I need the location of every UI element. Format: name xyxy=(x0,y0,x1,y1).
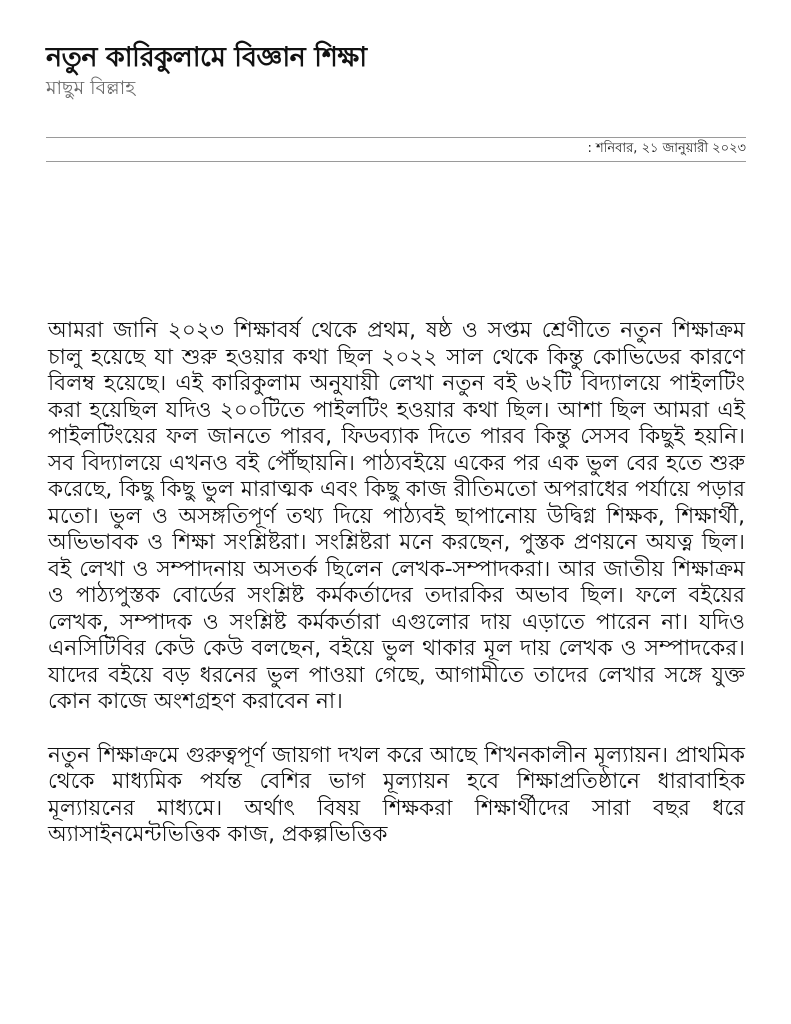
article-title: নতুন কারিকুলামে বিজ্ঞান শিক্ষা xyxy=(46,42,367,73)
article-body xyxy=(48,318,745,849)
header-divider-bottom xyxy=(46,161,746,162)
article-paragraph: আমরা জানি ২০২৩ শিক্ষাবর্ষ থেকে প্রথম, ষষ্ঠ ও সপ্তম শ্রেণীতে নতুন শিক্ষাক্রম চালু হয়েছে যা শুরু হওয়ার কথা ছিল ২০২২ সাল থেকে কিন্তু কোভিডের কারণে বিলম্ব হয়েছে। এই কারিকুলাম অনুযায়ী লেখা নতুন বই ৬২টি বিদ্যালয়ে পাইলটিং করা হয়েছিল যদিও ২০০টিতে পাইলটিং হওয়ার কথা ছিল। আশা ছিল আমরা এই পাইলটিংয়ের ফল জানতে পারব, ফিডব্যাক দিতে পারব কিন্তু সেসব কিছুই হয়নি। সব বিদ্যালয়ে এখনও বই পৌঁছায়নি। পাঠ্যবইয়ে একের পর এক ভুল বের হতে শুরু করেছে, কিছু কিছু ভুল মারাত্মক এবং কিছু কাজ রীতিমতো অপরাধের পর্যায়ে পড়ার মতো। ভুল ও অসঙ্গতিপূর্ণ তথ্য দিয়ে পাঠ্যবই ছাপানোয় উদ্বিগ্ন শিক্ষক, শিক্ষার্থী, অভিভাবক ও শিক্ষা সংশ্লিষ্টরা। সংশ্লিষ্টরা মনে করছেন, পুস্তক প্রণয়নে অযত্ন ছিল। বই লেখা ও সম্পাদনায় অসতর্ক ছিলেন লেখক-সম্পাদকরা। আর জাতীয় শিক্ষাক্রম ও পাঠ্যপুস্তক বোর্ডের সংশ্লিষ্ট কর্মকর্তাদের তদারকির অভাব ছিল। ফলে বইয়ের লেখক, সম্পাদক ও সংশ্লিষ্ট কর্মকর্তারা এগুলোর দায় এড়াতে পারেন না। যদিও এনসিটিবির কেউ কেউ বলছেন, বইয়ে ভুল থাকার মূল দায় লেখক ও সম্পাদকের। যাদের বইয়ে বড় ধরনের ভুল পাওয়া গেছে, আগামীতে তাদের লেখার সঙ্গে যুক্ত কোন কাজে অংশগ্রহণ করাবেন না। xyxy=(48,318,745,714)
article-header xyxy=(46,40,746,100)
article-author: মাছুম বিল্লাহ xyxy=(46,77,136,99)
header-divider-top xyxy=(46,137,746,138)
article-dateline: : শনিবার, ২১ জানুয়ারী ২০২৩ xyxy=(587,141,746,156)
article-paragraph: নতুন শিক্ষাক্রমে গুরুত্বপূর্ণ জায়গা দখল করে আছে শিখনকালীন মূল্যায়ন। প্রাথমিক থেকে মাধ্যমিক পর্যন্ত বেশির ভাগ মূল্যায়ন হবে শিক্ষাপ্রতিষ্ঠানে ধারাবাহিক মূল্যায়নের মাধ্যমে। অর্থাৎ বিষয় শিক্ষকরা শিক্ষার্থীদের সারা বছর ধরে অ্যাসাইনমেন্টভিত্তিক কাজ, প্রকল্পভিত্তিক xyxy=(48,742,745,847)
